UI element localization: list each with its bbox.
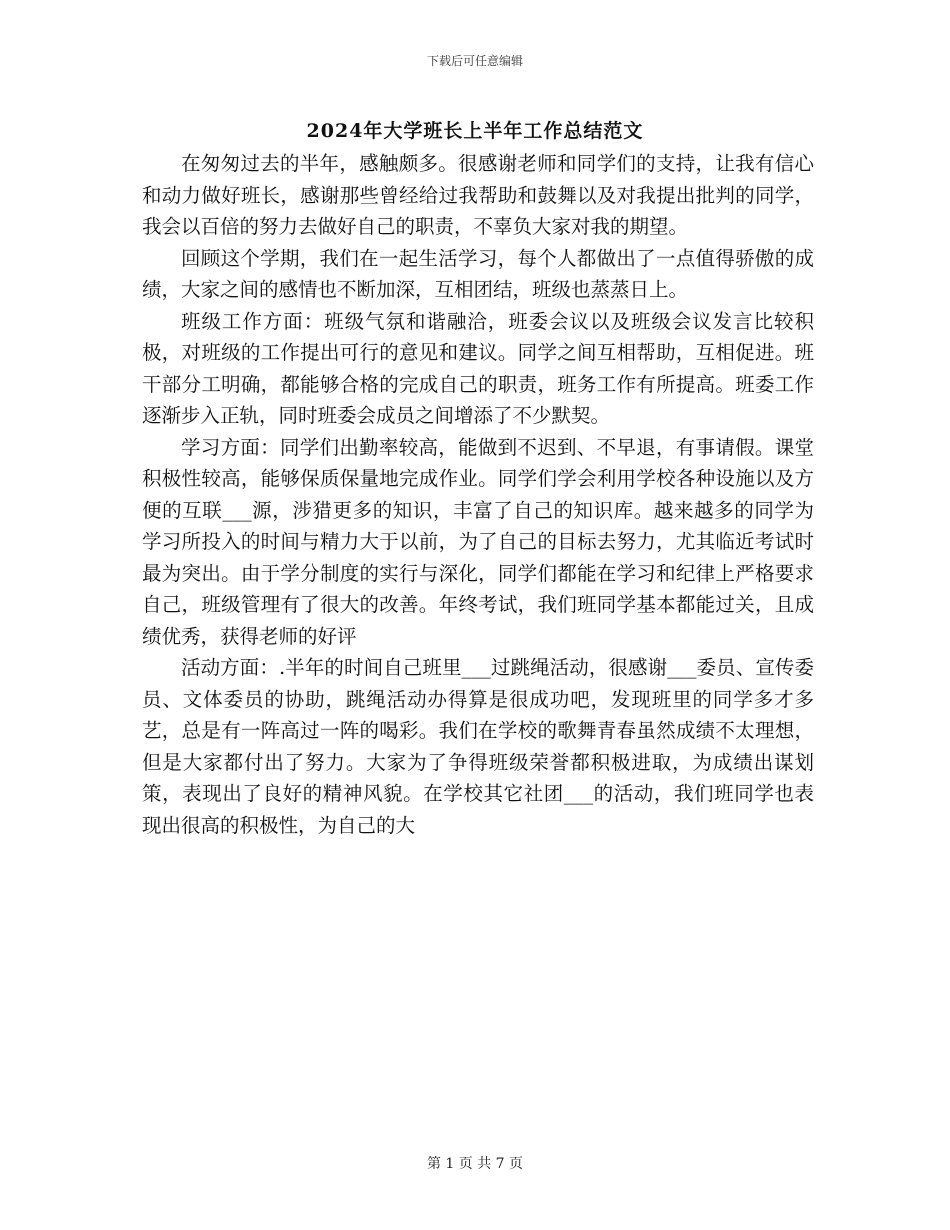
page-header: 下载后可任意编辑 xyxy=(426,54,523,68)
document-title: 2024年大学班长上半年工作总结范文 xyxy=(306,120,644,142)
paragraph-review: 回顾这个学期，我们在一起生活学习，每个人都做出了一点值得骄傲的成绩，大家之间的感情也不断加深，互相团结，班级也蒸蒸日上。 xyxy=(142,246,814,301)
paragraph-intro: 在匆匆过去的半年，感触颇多。很感谢老师和同学们的支持，让我有信心和动力做好班长，感谢那些曾经给过我帮助和鼓舞以及对我提出批判的同学，我会以百倍的努力去做好自己的职责，不辜负大家对我的期望。 xyxy=(142,152,814,238)
paragraph-activities: 活动方面：.半年的时间自己班里___过跳绳活动，很感谢___委员、宣传委员、文体委员的协助，跳绳活动办得算是很成功吧，发现班里的同学多才多艺，总是有一阵高过一阵的喝彩。我们在学校的歌舞青春虽然成绩不太理想，但是大家都付出了努力。大家为了争得班级荣誉都积极进取，为成绩出谋划策，表现出了良好的精神风貌。在学校其它社团___的活动，我们班同学也表现出很高的积极性，为自己的大 xyxy=(142,656,814,837)
paragraph-class-work: 班级工作方面：班级气氛和谐融洽，班委会议以及班级会议发言比较积极，对班级的工作提出可行的意见和建议。同学之间互相帮助，互相促进。班干部分工明确，都能够合格的完成自己的职责，班务工作有所提高。班委工作逐渐步入正轨，同时班委会成员之间增添了不少默契。 xyxy=(142,309,814,427)
page-footer: 第 1 页 共 7 页 xyxy=(426,1156,524,1172)
document-body xyxy=(142,148,814,841)
paragraph-study: 学习方面：同学们出勤率较高，能做到不迟到、不早退，有事请假。课堂积极性较高，能够保质保量地完成作业。同学们学会利用学校各种设施以及方便的互联___源，涉猎更多的知识，丰富了自己的知识库。越来越多的同学为学习所投入的时间与精力大于以前，为了自己的目标去努力，尤其临近考试时最为突出。由于学分制度的实行与深化，同学们都能在学习和纪律上严格要求自己，班级管理有了很大的改善。年终考试，我们班同学基本都能过关，且成绩优秀，获得老师的好评 xyxy=(142,435,814,648)
